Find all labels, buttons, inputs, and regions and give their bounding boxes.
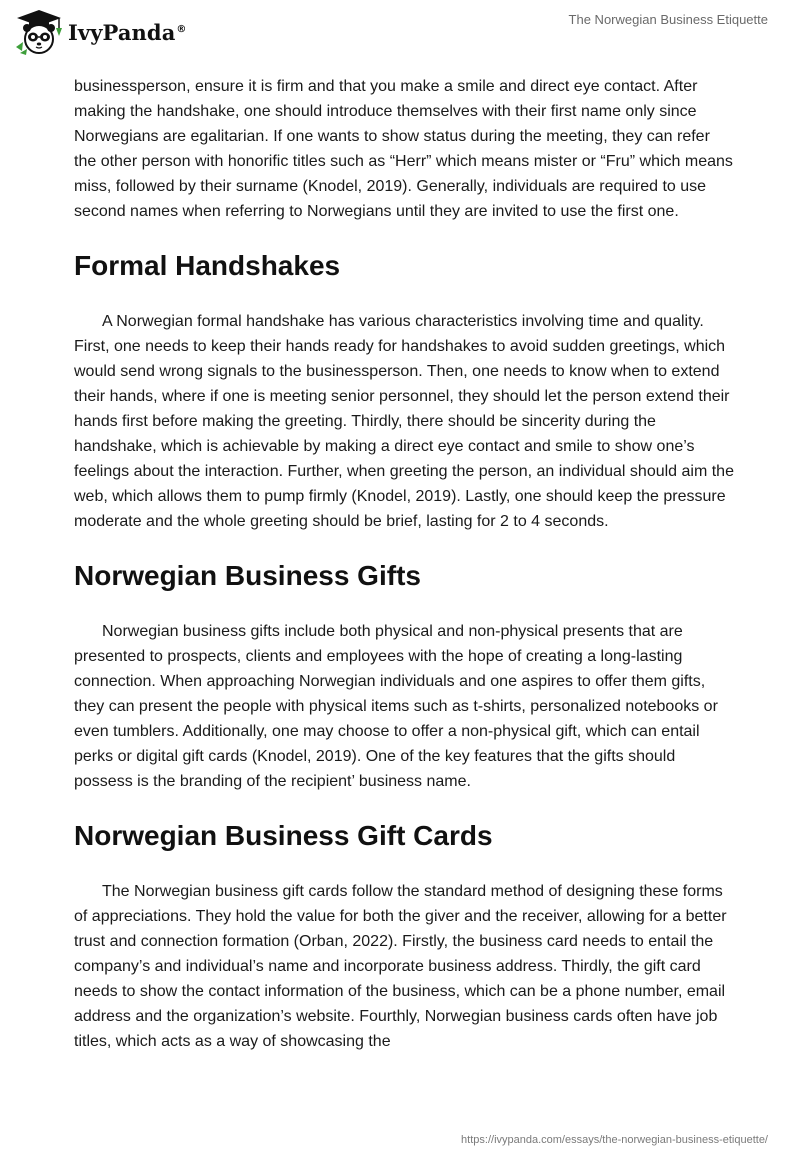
intro-paragraph: businessperson, ensure it is firm and that you make a smile and direct eye contact. After making the handshake, one should introduce themselves with their first name only since Norwegians are egalitarian. If one wants to show status during the meeting, they can refer the other person with honorific titles such as “Herr” which means mister or “Fru” which means miss, followed by their surname (Knodel, 2019). Generally, individuals are required to use second names when referring to Norwegians until they are invited to use the first one.: [74, 78, 733, 220]
section-paragraph-formal-handshakes: A Norwegian formal handshake has various characteristics involving time and quality. First, one needs to keep their hands ready for handshakes to avoid sudden greetings, which would send wrong signals to the businessperson. Then, one needs to know when to extend their hands, where if one is meeting senior personnel, they should let the person extend their hands first before making the greeting. Thirdly, there should be sincerity during the handshake, which is achievable by making a direct eye contact and smile to show one’s feelings about the interaction. Further, when greeting the person, an individual should aim the web, which allows them to pump firmly (Knodel, 2019). Lastly, one should keep the pressure moderate and the whole greeting should be brief, lasting for 2 to 4 seconds.: [74, 313, 734, 530]
logo-text: IvyPanda®: [68, 19, 187, 45]
panda-graduate-icon: [14, 9, 64, 55]
essay-content: [74, 74, 734, 1054]
section-heading-formal-handshakes: Formal Handshakes: [74, 250, 341, 281]
section-heading-business-gifts: Norwegian Business Gifts: [74, 560, 421, 591]
section-paragraph-business-gift-cards: The Norwegian business gift cards follow the standard method of designing these forms of appreciations. They hold the value for both the giver and the receiver, allowing for a better trust and connection formation (Orban, 2022). Firstly, the business card needs to entail the company’s and individual’s name and incorporate business address. Thirdly, the gift card needs to show the contact information of the business, which can be a phone number, email address and the organization’s website. Fourthly, Norwegian business cards often have job titles, which acts as a way of showcasing the: [74, 883, 727, 1050]
ivypanda-logo[interactable]: [14, 9, 187, 55]
section-heading-business-gift-cards: Norwegian Business Gift Cards: [74, 820, 493, 851]
section-paragraph-business-gifts: Norwegian business gifts include both physical and non-physical presents that are presented to prospects, clients and employees with the hope of creating a long-lasting connection. When approaching Norwegian individuals and one aspires to offer them gifts, they can present the people with physical items such as t-shirts, personalized notebooks or even tumblers. Additionally, one may choose to offer a non-physical gift, which can entail perks or digital gift cards (Knodel, 2019). One of the key features that the gifts should possess is the branding of the recipient’ business name.: [74, 623, 718, 790]
source-url[interactable]: https://ivypanda.com/essays/the-norwegian-business-etiquette/: [461, 1134, 768, 1146]
page-header: [0, 0, 800, 70]
document-title: The Norwegian Business Etiquette: [568, 12, 768, 27]
